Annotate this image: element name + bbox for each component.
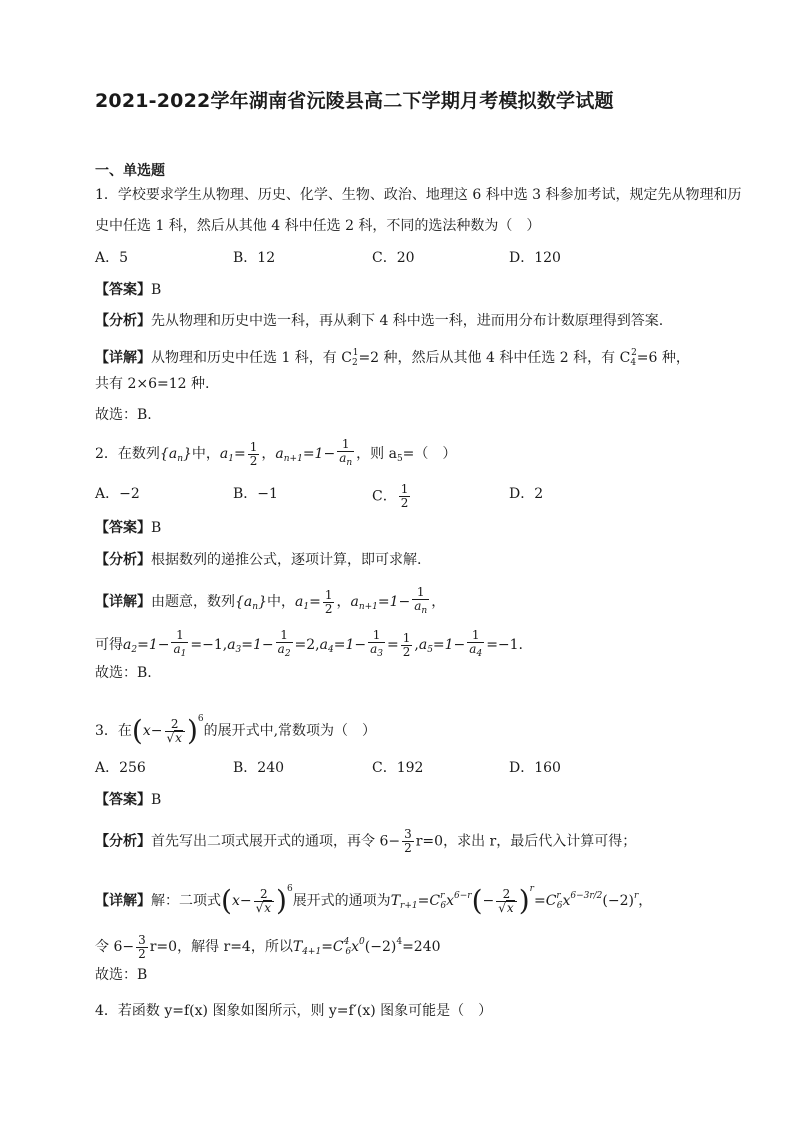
q3-analysis: 【分析】首先写出二项式展开式的通项，再令 6− $\frac{3}{2}$ r=0，求出 r，最后代入计算可得； bbox=[95, 827, 637, 855]
q3-detail: 【详解】解：二项式(x− $\frac{2}{√x}$ )$^6$展开式的通项为$T_{r+1}=C^r_6x^{6-r}(-$ $\frac{2}{√x}$ )$^r=C^r_6x^{6-3r/2}(-2)^r$， bbox=[95, 884, 653, 917]
q1-option-a: A．5 bbox=[95, 250, 129, 266]
q3-stem: 3．在(x− $\frac{2}{√x}$ )$^6$的展开式中,常数项为（ ） bbox=[95, 714, 377, 747]
q3-options bbox=[95, 757, 715, 779]
q3-option-c: C．192 bbox=[372, 760, 424, 776]
q2-detail-line2: 可得$a_2=1-$ $\frac{1}{a_1}$ $=-1,a_3=1-$ $\frac{1}{a_2}$ $=2,a_4=1-$ $\frac{1}{a_3}$ = $\frac{1}{2}$ $,a_5=1-$ $\frac{1}{a_4}$ =−1. bbox=[95, 628, 524, 659]
q1-option-d: D．120 bbox=[509, 250, 561, 266]
q1-detail-line2: 共有 2×6=12 种. bbox=[95, 376, 210, 392]
q1-analysis: 【分析】先从物理和历史中选一科，再从剩下 4 科中选一科，进而用分布计数原理得到答案. bbox=[95, 313, 664, 329]
q2-conclusion: 故选：B. bbox=[95, 665, 152, 681]
q2-answer: 【答案】B bbox=[95, 520, 162, 536]
q3-option-d: D．160 bbox=[509, 760, 561, 776]
q4-stem: 4．若函数 y=f(x) 图象如图所示，则 y=f′(x) 图象可能是（ ） bbox=[95, 1003, 493, 1019]
q3-option-b: B．240 bbox=[233, 760, 285, 776]
q2-detail: 【详解】由题意，数列$\{a_n\}$中，$a_1=$ $\frac{1}{2}$ ，$a_{n+1}=1-$ $\frac{1}{a_n}$ ， bbox=[95, 585, 446, 616]
q1-option-b: B．12 bbox=[233, 250, 276, 266]
q2-options bbox=[95, 482, 715, 510]
q1-conclusion: 故选：B. bbox=[95, 407, 152, 423]
q2-option-a: A．−2 bbox=[95, 486, 140, 502]
q1-answer: 【答案】B bbox=[95, 282, 162, 298]
q1-stem-line1: 1．学校要求学生从物理、历史、化学、生物、政治、地理这 6 科中选 3 科参加考试，规定先从物理和历 bbox=[95, 187, 742, 203]
q1-option-c: C．20 bbox=[372, 250, 415, 266]
q1-detail: 【详解】从物理和历史中任选 1 科，有 $C_2^1=2$ 种，然后从其他 4 科中任选 2 科，有 $C_4^2=6$ 种， bbox=[95, 348, 690, 368]
section-heading: 一、单选题 bbox=[95, 163, 165, 179]
q3-conclusion: 故选：B bbox=[95, 967, 148, 983]
q2-option-d: D．2 bbox=[509, 486, 544, 502]
q2-stem: 2．在数列$\{a_n\}$中，$a_1=$ $\frac{1}{2}$ ，$a_{n+1}=1-$ $\frac{1}{a_n}$ ，则 $a_5=$（ ） bbox=[95, 437, 457, 468]
q1-stem-line2: 史中任选 1 科，然后从其他 4 科中任选 2 科，不同的选法种数为（ ） bbox=[95, 218, 541, 234]
q3-detail-line2: 令 6− $\frac{3}{2}$ r=0，解得 r=4，所以$T_{4+1}=C^4_6x^0(-2)^4=240$ bbox=[95, 932, 441, 961]
q3-option-a: A．256 bbox=[95, 760, 146, 776]
q3-answer: 【答案】B bbox=[95, 792, 162, 808]
q2-analysis: 【分析】根据数列的递推公式，逐项计算，即可求解. bbox=[95, 552, 422, 568]
page-title: 2021-2022学年湖南省沅陵县高二下学期月考模拟数学试题 bbox=[95, 90, 614, 112]
q2-option-c: C． $\frac{1}{2}$ bbox=[372, 482, 409, 510]
q1-options bbox=[95, 247, 715, 269]
q2-option-b: B．−1 bbox=[233, 486, 278, 502]
